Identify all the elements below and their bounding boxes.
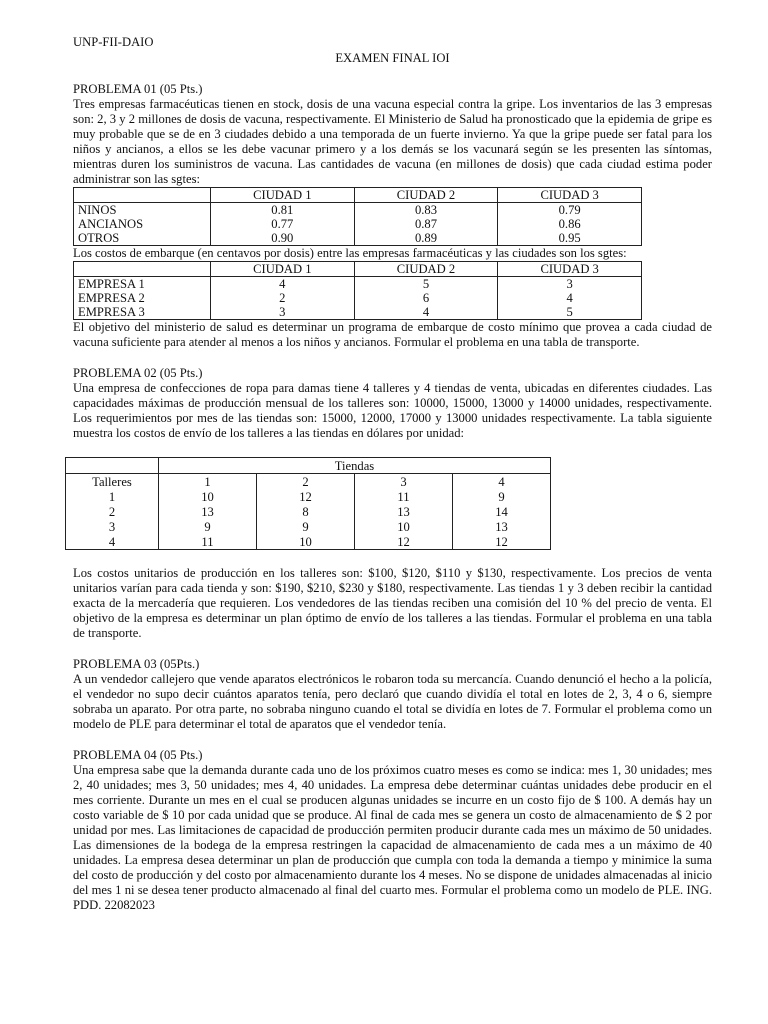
table-header-cell: CIUDAD 2: [354, 188, 498, 203]
table-row: [74, 291, 642, 305]
problem-1-mid: Los costos de embarque (en centavos por dosis) entre las empresas farmacéuticas y las ciudades son los sgtes:: [73, 246, 627, 260]
table-cell: 10: [257, 534, 355, 550]
table-cell: 4: [211, 277, 355, 292]
table-cell: 0.81: [211, 203, 355, 218]
table-cell: 3: [498, 277, 642, 292]
table-cell: 0.89: [354, 231, 498, 246]
table-cell: 9: [159, 519, 257, 534]
table-cell: 4: [66, 534, 159, 550]
table-header-cell: CIUDAD 3: [498, 262, 642, 277]
table-row: [74, 277, 642, 292]
table-cell: 13: [355, 504, 453, 519]
table-row: [74, 305, 642, 320]
table-row: [74, 231, 642, 246]
table-row: [66, 489, 551, 504]
table-cell: 0.77: [211, 217, 355, 231]
table-cell: 14: [453, 504, 551, 519]
problem-4-title: PROBLEMA 04 (05 Pts.): [73, 748, 203, 762]
problem-3: [73, 657, 712, 732]
table-cell: 0.79: [498, 203, 642, 218]
table-cell: 0.86: [498, 217, 642, 231]
problem-2-title: PROBLEMA 02 (05 Pts.): [73, 366, 203, 380]
table-cell: 5: [354, 277, 498, 292]
table-cell: 3: [66, 519, 159, 534]
shipping-cost-talleres-table: [65, 457, 551, 550]
table-cell: 12: [257, 489, 355, 504]
table-cell: 3: [211, 305, 355, 320]
table-header-cell: CIUDAD 2: [354, 262, 498, 277]
table-cell: 8: [257, 504, 355, 519]
table-header-cell: [74, 188, 211, 203]
table-cell: EMPRESA 1: [74, 277, 211, 292]
problem-1-title: PROBLEMA 01 (05 Pts.): [73, 82, 203, 96]
table-cell: ANCIANOS: [74, 217, 211, 231]
table-header-row: [66, 474, 551, 490]
table-cell: OTROS: [74, 231, 211, 246]
table-cell: 5: [498, 305, 642, 320]
table-cell: EMPRESA 2: [74, 291, 211, 305]
table-cell: EMPRESA 3: [74, 305, 211, 320]
problem-2-intro: Una empresa de confecciones de ropa para damas tiene 4 talleres y 4 tiendas de venta, ubicadas en diferentes ciudades. Las capacidades máximas de producción mensual de los talleres son: 10000, 15000, 13000 y 14000 unidades, respectivamente. Los requerimientos por mes de las tiendas son: 15000, 12000, 17000 y 13000 unidades respectivamente. La tabla siguiente muestra los costos de envío de los talleres a las tiendas en dólares por unidad:: [73, 381, 712, 440]
table-cell: 13: [159, 504, 257, 519]
problem-1-intro: Tres empresas farmacéuticas tienen en stock, dosis de una vacuna especial contra la gripe. Los inventarios de las 3 empresas son: 2, 3 y 2 millones de dosis de vacuna, respectivamente. El Ministerio de Salud ha pronosticado que la epidemia de gripe es muy probable que se de en 3 ciudades debido a una temporada de un fuerte invierno. Ya que la gripe puede ser fatal para los niños y ancianos, a ellos se les debe vacunar primero y a los demás se los vacunará según se les presenten las síntomas, mientras duren los suministros de vacuna. Las cantidades de vacuna (en millones de dosis) que cada ciudad estima poder administrar son las sgtes:: [73, 97, 712, 186]
table-cell: 0.83: [354, 203, 498, 218]
table-cell: 9: [453, 489, 551, 504]
table-row: [66, 504, 551, 519]
table-cell: 12: [355, 534, 453, 550]
table-header-row: [74, 262, 642, 277]
table-cell: 0.90: [211, 231, 355, 246]
table-cell: 12: [453, 534, 551, 550]
table-header-cell: [74, 262, 211, 277]
exam-title: EXAMEN FINAL IOI: [335, 51, 450, 65]
vaccine-doses-table: [73, 187, 642, 246]
table-header-cell: 3: [355, 474, 453, 490]
problem-3-text: A un vendedor callejero que vende aparatos electrónicos le robaron toda su mercancía. Cuando denunció el hecho a la policía, el vendedor no supo decir cuántos aparatos tenía, pero declaró que cuando dividía el total en lotes de 2, 3, 4 o 6, siempre sobraba un aparato. Por otra parte, no sobraba ninguno cuando el total se dividía en lotes de 7. Formular el problema como un modelo de PLE para determinar el total de aparatos que el vendedor tenía.: [73, 672, 712, 731]
table-header-cell: 4: [453, 474, 551, 490]
table-cell: 1: [66, 489, 159, 504]
table-cell: 10: [355, 519, 453, 534]
table-cell: 10: [159, 489, 257, 504]
table-row: [66, 534, 551, 550]
problem-4-text: Una empresa sabe que la demanda durante cada uno de los próximos cuatro meses es como se indica: mes 1, 30 unidades; mes 2, 40 unidades; mes 3, 50 unidades; mes 4, 40 unidades. La empresa debe determinar cuántas unidades debe producir en el mes corriente. Durante un mes en el cual se producen algunas unidades se incurre en un costo fijo de $ 100. A demás hay un costo variable de $ 10 por cada unidad que se produce. Al final de cada mes se genera un costo de almacenamiento de $ 2 por unidad por mes. Las limitaciones de capacidad de producción permiten producir durante cada mes un máximo de 50 unidades. Las dimensiones de la bodega de la empresa restringen la capacidad de almacenamiento de cada mes a un máximo de 40 unidades. La empresa desea determinar un plan de producción que cumpla con toda la demanda a tiempo y minimice la suma del costo de producción y del costo por almacenamiento durante los 4 meses. No se dispone de unidades almacenadas al inicio del mes 1 ni se desea tener producto almacenado al final del cuarto mes. Formular el problema como un modelo de PLE. ING. PDD. 22082023: [73, 763, 712, 912]
problem-2-outro: Los costos unitarios de producción en los talleres son: $100, $120, $110 y $130, respectivamente. Los precios de venta unitarios varían para cada tienda y son: $190, $210, $230 y $180, respectivamente. Las tiendas 1 y 3 deben recibir la cantidad exacta de la mercadería que requieren. Los vendedores de las tiendas reciben una comisión del 10 % del precio de venta. El objetivo de la empresa es determinar un plan óptimo de envío de los talleres a las tiendas. Formular el problema en una tabla de transporte.: [73, 566, 712, 640]
table-row: [66, 519, 551, 534]
talleres-header: Talleres: [66, 474, 159, 490]
problem-4: [73, 748, 712, 913]
table-cell: 0.87: [354, 217, 498, 231]
table-cell: 9: [257, 519, 355, 534]
table-header-cell: 2: [257, 474, 355, 490]
table-cell: 6: [354, 291, 498, 305]
table-header-cell: CIUDAD 3: [498, 188, 642, 203]
org-header: UNP-FII-DAIO: [73, 35, 154, 49]
table-header-cell: CIUDAD 1: [211, 262, 355, 277]
table-header-cell: CIUDAD 1: [211, 188, 355, 203]
table-header-row: [66, 458, 551, 474]
problem-1: [73, 82, 712, 350]
table-row: [74, 217, 642, 231]
table-row: [74, 203, 642, 218]
table-cell: 4: [354, 305, 498, 320]
table-cell: 11: [355, 489, 453, 504]
shipping-cost-table: [73, 261, 642, 320]
table-cell: 13: [453, 519, 551, 534]
table-header-cell: 1: [159, 474, 257, 490]
problem-3-title: PROBLEMA 03 (05Pts.): [73, 657, 200, 671]
table-cell: 4: [498, 291, 642, 305]
table-cell: 2: [211, 291, 355, 305]
table-header-row: [74, 188, 642, 203]
tiendas-header: Tiendas: [159, 458, 551, 474]
table-cell: 2: [66, 504, 159, 519]
problem-1-outro: El objetivo del ministerio de salud es determinar un programa de embarque de costo mínimo que provea a cada ciudad de vacuna suficiente para atender al menos a los niños y ancianos. Formular el problema en una tabla de transporte.: [73, 320, 712, 349]
table-cell: 0.95: [498, 231, 642, 246]
table-header-cell: [66, 458, 159, 474]
table-cell: NINOS: [74, 203, 211, 218]
problem-2: [73, 366, 712, 641]
table-cell: 11: [159, 534, 257, 550]
